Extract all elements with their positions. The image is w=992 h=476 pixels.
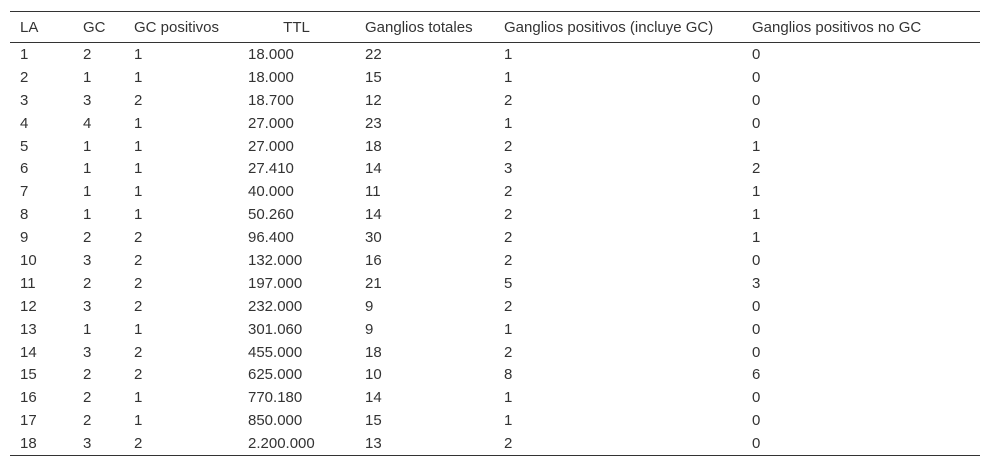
cell-ganglios-positivos-incluye-gc: 8: [504, 366, 513, 384]
cell-spacer: [947, 89, 980, 112]
table-row: [10, 157, 980, 180]
cell-gc: 4: [83, 114, 92, 132]
cell-ttl: 27.410: [248, 160, 294, 178]
cell-ttl: 770.180: [248, 389, 303, 407]
cell-ganglios-positivos-incluye-gc: 2: [504, 343, 513, 361]
cell-ganglios-positivos-no-gc: 3: [752, 274, 761, 292]
cell-ganglios-totales: 9: [365, 297, 374, 315]
cell-gc-positivos: 2: [134, 435, 143, 453]
cell-la: 15: [20, 366, 37, 384]
cell-ganglios-positivos-no-gc: 0: [752, 91, 761, 109]
cell-spacer: [947, 272, 980, 295]
cell-ganglios-totales: 9: [365, 320, 374, 338]
cell-spacer: [947, 180, 980, 203]
cell-spacer: [947, 157, 980, 180]
cell-gc-positivos: 2: [134, 366, 143, 384]
header-gc: GC: [83, 18, 106, 36]
cell-gc: 3: [83, 91, 92, 109]
cell-ganglios-positivos-no-gc: 0: [752, 412, 761, 430]
cell-ttl: 40.000: [248, 183, 294, 201]
cell-ttl: 96.400: [248, 229, 294, 247]
cell-la: 12: [20, 297, 37, 315]
cell-ganglios-positivos-incluye-gc: 2: [504, 297, 513, 315]
cell-ttl: 455.000: [248, 343, 303, 361]
cell-spacer: [947, 318, 980, 341]
data-table-container: [10, 11, 980, 456]
cell-gc-positivos: 1: [134, 45, 143, 63]
cell-gc-positivos: 1: [134, 137, 143, 155]
cell-ganglios-totales: 14: [365, 160, 382, 178]
cell-gc: 2: [83, 229, 92, 247]
table-row: [10, 272, 980, 295]
cell-gc: 3: [83, 297, 92, 315]
cell-gc: 1: [83, 206, 92, 224]
cell-ganglios-positivos-incluye-gc: 1: [504, 45, 513, 63]
cell-spacer: [947, 386, 980, 409]
cell-ttl: 197.000: [248, 274, 303, 292]
cell-ganglios-positivos-no-gc: 0: [752, 389, 761, 407]
cell-ganglios-positivos-no-gc: 0: [752, 343, 761, 361]
header-ganglios-positivos-no-gc: Ganglios positivos no GC: [752, 18, 922, 36]
cell-gc-positivos: 1: [134, 206, 143, 224]
cell-gc-positivos: 1: [134, 68, 143, 86]
cell-ganglios-positivos-no-gc: 1: [752, 137, 761, 155]
cell-ttl: 850.000: [248, 412, 303, 430]
cell-spacer: [947, 226, 980, 249]
cell-ganglios-positivos-incluye-gc: 1: [504, 68, 513, 86]
cell-ttl: 18.700: [248, 91, 294, 109]
cell-la: 17: [20, 412, 37, 430]
table-row: [10, 341, 980, 364]
cell-ganglios-totales: 15: [365, 68, 382, 86]
table-header: [10, 12, 980, 43]
cell-gc-positivos: 2: [134, 343, 143, 361]
table-row: [10, 249, 980, 272]
cell-gc: 3: [83, 251, 92, 269]
table-row: [10, 295, 980, 318]
cell-spacer: [947, 432, 980, 455]
cell-ganglios-positivos-no-gc: 0: [752, 251, 761, 269]
cell-ganglios-totales: 18: [365, 343, 382, 361]
cell-la: 10: [20, 251, 37, 269]
cell-ganglios-totales: 14: [365, 206, 382, 224]
cell-ganglios-positivos-incluye-gc: 3: [504, 160, 513, 178]
table-row: [10, 363, 980, 386]
cell-ganglios-positivos-no-gc: 1: [752, 183, 761, 201]
cell-gc: 3: [83, 343, 92, 361]
table-row: [10, 226, 980, 249]
cell-ganglios-positivos-incluye-gc: 5: [504, 274, 513, 292]
cell-gc-positivos: 1: [134, 320, 143, 338]
cell-la: 16: [20, 389, 37, 407]
cell-gc-positivos: 1: [134, 412, 143, 430]
cell-spacer: [947, 249, 980, 272]
cell-ganglios-totales: 12: [365, 91, 382, 109]
cell-ganglios-positivos-no-gc: 6: [752, 366, 761, 384]
cell-gc: 3: [83, 435, 92, 453]
cell-gc: 1: [83, 320, 92, 338]
table-row: [10, 386, 980, 409]
cell-ganglios-positivos-incluye-gc: 1: [504, 320, 513, 338]
cell-ganglios-totales: 11: [365, 183, 381, 201]
cell-gc: 1: [83, 137, 92, 155]
cell-la: 7: [20, 183, 29, 201]
cell-ganglios-positivos-no-gc: 0: [752, 297, 761, 315]
cell-la: 9: [20, 229, 29, 247]
table-row: [10, 318, 980, 341]
table-row: [10, 180, 980, 203]
cell-ganglios-positivos-no-gc: 0: [752, 45, 761, 63]
cell-la: 6: [20, 160, 29, 178]
cell-ganglios-positivos-incluye-gc: 2: [504, 137, 513, 155]
table-row: [10, 43, 980, 66]
cell-ttl: 18.000: [248, 45, 294, 63]
cell-gc: 2: [83, 274, 92, 292]
cell-ganglios-totales: 15: [365, 412, 382, 430]
cell-gc-positivos: 2: [134, 91, 143, 109]
cell-ganglios-totales: 18: [365, 137, 382, 155]
cell-gc: 1: [83, 183, 92, 201]
cell-la: 11: [20, 274, 36, 292]
cell-gc: 2: [83, 366, 92, 384]
cell-gc-positivos: 2: [134, 229, 143, 247]
cell-spacer: [947, 43, 980, 66]
table-row: [10, 89, 980, 112]
cell-ttl: 301.060: [248, 320, 303, 338]
cell-gc: 2: [83, 45, 92, 63]
cell-ganglios-positivos-incluye-gc: 1: [504, 114, 513, 132]
cell-ganglios-positivos-no-gc: 0: [752, 435, 761, 453]
cell-ganglios-totales: 23: [365, 114, 382, 132]
cell-gc-positivos: 2: [134, 297, 143, 315]
header-row: [10, 12, 980, 43]
cell-gc: 2: [83, 389, 92, 407]
table-row: [10, 432, 980, 455]
cell-ganglios-totales: 30: [365, 229, 382, 247]
cell-la: 2: [20, 68, 29, 86]
header-ganglios-totales: Ganglios totales: [365, 18, 473, 36]
cell-la: 5: [20, 137, 29, 155]
cell-spacer: [947, 341, 980, 364]
table-row: [10, 66, 980, 89]
table-row: [10, 112, 980, 135]
cell-ttl: 232.000: [248, 297, 303, 315]
cell-la: 8: [20, 206, 29, 224]
cell-ganglios-positivos-incluye-gc: 2: [504, 206, 513, 224]
header-spacer: [947, 12, 980, 43]
cell-spacer: [947, 409, 980, 432]
table-body: [10, 43, 980, 456]
cell-spacer: [947, 135, 980, 158]
cell-gc: 1: [83, 160, 92, 178]
cell-ganglios-positivos-incluye-gc: 2: [504, 435, 513, 453]
cell-ttl: 50.260: [248, 206, 294, 224]
cell-gc-positivos: 1: [134, 114, 143, 132]
cell-la: 13: [20, 320, 37, 338]
cell-ganglios-positivos-incluye-gc: 1: [504, 389, 513, 407]
cell-gc-positivos: 1: [134, 160, 143, 178]
cell-la: 4: [20, 114, 29, 132]
header-ganglios-positivos-incluye-gc: Ganglios positivos (incluye GC): [504, 18, 714, 36]
cell-ttl: 27.000: [248, 137, 294, 155]
header-la: LA: [20, 18, 39, 36]
cell-ganglios-positivos-no-gc: 0: [752, 68, 761, 86]
cell-ttl: 2.200.000: [248, 435, 315, 453]
cell-ttl: 27.000: [248, 114, 294, 132]
cell-gc-positivos: 2: [134, 251, 143, 269]
table-row: [10, 409, 980, 432]
cell-ganglios-totales: 16: [365, 251, 382, 269]
cell-gc-positivos: 2: [134, 274, 143, 292]
cell-ganglios-positivos-no-gc: 0: [752, 114, 761, 132]
cell-ganglios-positivos-no-gc: 1: [752, 206, 761, 224]
cell-la: 14: [20, 343, 37, 361]
cell-ganglios-totales: 22: [365, 45, 382, 63]
cell-gc-positivos: 1: [134, 183, 143, 201]
cell-ganglios-positivos-incluye-gc: 2: [504, 183, 513, 201]
cell-ganglios-totales: 10: [365, 366, 382, 384]
cell-la: 3: [20, 91, 29, 109]
table-row: [10, 135, 980, 158]
cell-ttl: 132.000: [248, 251, 303, 269]
cell-spacer: [947, 112, 980, 135]
data-table: [10, 11, 980, 456]
cell-gc-positivos: 1: [134, 389, 143, 407]
cell-ttl: 625.000: [248, 366, 303, 384]
cell-ganglios-totales: 21: [365, 274, 382, 292]
cell-ttl: 18.000: [248, 68, 294, 86]
cell-ganglios-positivos-incluye-gc: 2: [504, 91, 513, 109]
header-ttl: TTL: [283, 18, 310, 36]
cell-la: 1: [20, 45, 29, 63]
cell-la: 18: [20, 435, 37, 453]
cell-spacer: [947, 363, 980, 386]
cell-ganglios-positivos-no-gc: 2: [752, 160, 761, 178]
table-row: [10, 203, 980, 226]
cell-ganglios-totales: 14: [365, 389, 382, 407]
cell-spacer: [947, 66, 980, 89]
cell-spacer: [947, 203, 980, 226]
cell-ganglios-positivos-incluye-gc: 2: [504, 229, 513, 247]
cell-gc: 1: [83, 68, 92, 86]
cell-ganglios-positivos-no-gc: 1: [752, 229, 761, 247]
cell-ganglios-positivos-incluye-gc: 1: [504, 412, 513, 430]
cell-gc: 2: [83, 412, 92, 430]
cell-ganglios-totales: 13: [365, 435, 382, 453]
header-gc-positivos: GC positivos: [134, 18, 220, 36]
cell-spacer: [947, 295, 980, 318]
cell-ganglios-positivos-incluye-gc: 2: [504, 251, 513, 269]
cell-ganglios-positivos-no-gc: 0: [752, 320, 761, 338]
